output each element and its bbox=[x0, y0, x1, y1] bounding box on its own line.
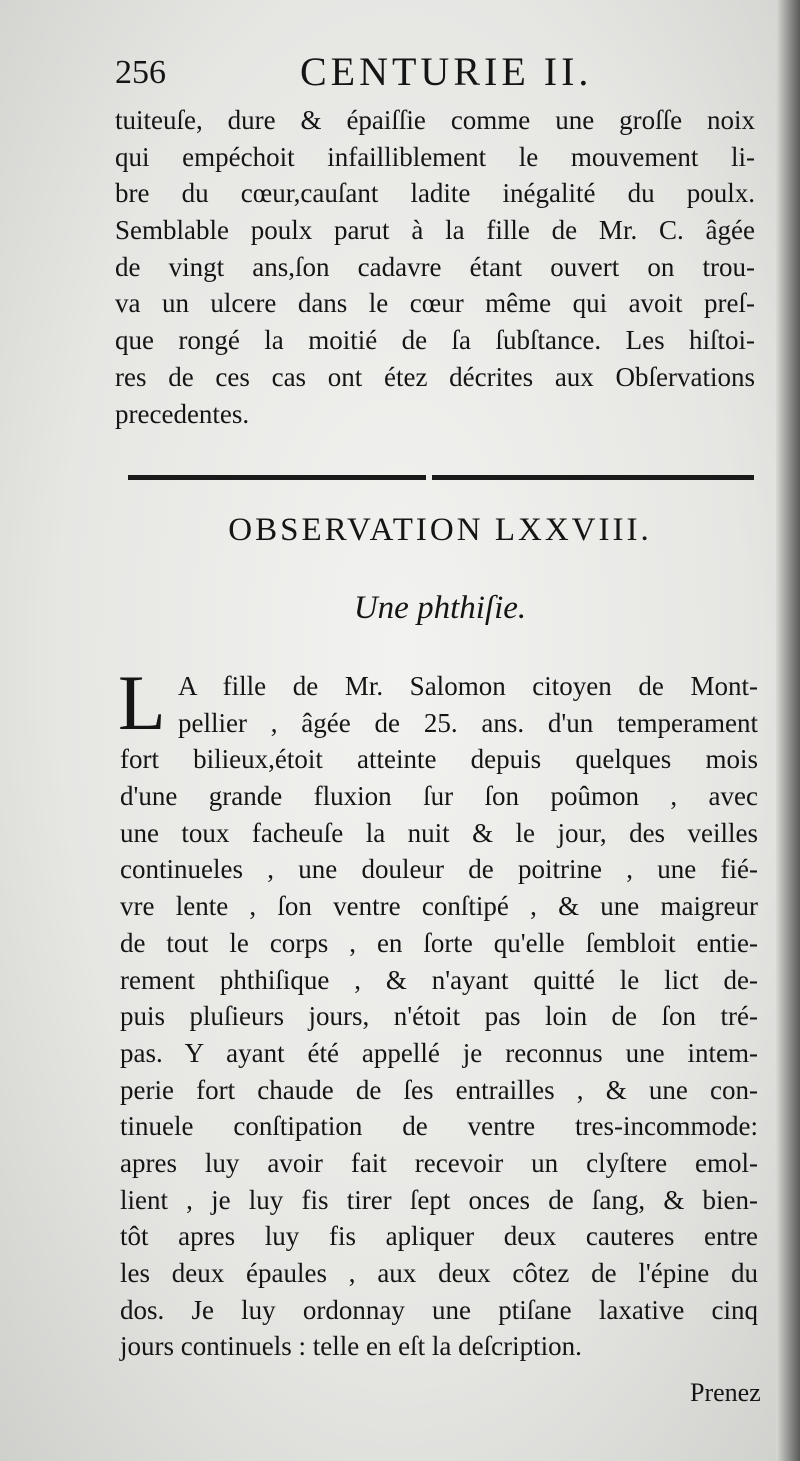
text-line: jours continuels : telle en eſt la deſcription. bbox=[120, 1331, 582, 1362]
observation-subtitle: Une phthiſie. bbox=[353, 590, 527, 626]
text-line: d'une grande fluxion ſur ſon poûmon , avec bbox=[120, 781, 758, 812]
text-line: bre du cœur,cauſant ladite inégalité du poulx. bbox=[115, 178, 755, 209]
observation-title: OBSERVATION LXXVIII. bbox=[228, 512, 652, 548]
drop-cap: L bbox=[118, 659, 166, 746]
text-line: res de ces cas ont étez décrites aux Obſervations bbox=[115, 361, 755, 392]
text-line: qui empéchoit infailliblement le mouvement li- bbox=[115, 141, 755, 172]
text-line: tuiteuſe, dure & épaiſſie comme une groſſe noix bbox=[115, 105, 755, 135]
running-head: CENTURIE II. bbox=[300, 49, 593, 94]
text-line: une toux facheuſe la nuit & le jour, des veilles bbox=[120, 817, 758, 848]
page-spine-shadow bbox=[776, 0, 800, 1461]
text-line: fort bilieux,étoit atteinte depuis quelques mois bbox=[120, 744, 758, 775]
catchword: Prenez bbox=[690, 1378, 761, 1407]
text-line: Semblable poulx parut à la fille de Mr. C. âgée bbox=[115, 215, 755, 246]
text-line: les deux épaules , aux deux côtez de l'épine du bbox=[120, 1258, 758, 1289]
text-line: de vingt ans,ſon cadavre étant ouvert on trou- bbox=[115, 251, 755, 282]
observation-text-indented bbox=[178, 668, 758, 741]
text-line: puis pluſieurs jours, n'étoit pas loin de ſon tré- bbox=[120, 1001, 758, 1032]
text-line: lient , je luy fis tirer ſept onces de ſang, & bien- bbox=[120, 1184, 758, 1215]
continuation-text bbox=[115, 102, 755, 432]
text-line: tinuele conſtipation de ventre tres-incommode: bbox=[120, 1111, 758, 1142]
text-line: continueles , une douleur de poitrine , une fié- bbox=[120, 854, 758, 885]
text-line: apres luy avoir fait recevoir un clyſtere emol- bbox=[120, 1147, 758, 1178]
text-line: precedentes. bbox=[115, 398, 250, 429]
text-line: pas. Y ayant été appellé je reconnus une intem- bbox=[120, 1037, 758, 1068]
page-number: 256 bbox=[115, 54, 166, 91]
text-line: pellier , âgée de 25. ans. d'un temperament bbox=[178, 707, 758, 738]
text-line: de tout le corps , en ſorte qu'elle ſembloit entie- bbox=[120, 927, 758, 958]
text-line: va un ulcere dans le cœur même qui avoit preſ- bbox=[115, 288, 755, 319]
text-line: A fille de Mr. Salomon citoyen de Mont- bbox=[178, 671, 758, 701]
text-line: tôt apres luy fis apliquer deux cauteres entre bbox=[120, 1221, 758, 1252]
page-header bbox=[115, 48, 675, 98]
text-line: vre lente , ſon ventre conſtipé , & une maigreur bbox=[120, 891, 758, 922]
observation-text bbox=[120, 741, 758, 1365]
text-line: perie fort chaude de ſes entrailles , & une con- bbox=[120, 1074, 758, 1105]
text-line: dos. Je luy ordonnay une ptiſane laxative cinq bbox=[120, 1294, 758, 1325]
section-divider-left bbox=[128, 475, 426, 480]
text-line: que rongé la moitié de ſa ſubſtance. Les hiſtoi- bbox=[115, 325, 755, 356]
text-line: rement phthiſique , & n'ayant quitté le lict de- bbox=[120, 964, 758, 995]
section-divider-right bbox=[432, 475, 754, 480]
